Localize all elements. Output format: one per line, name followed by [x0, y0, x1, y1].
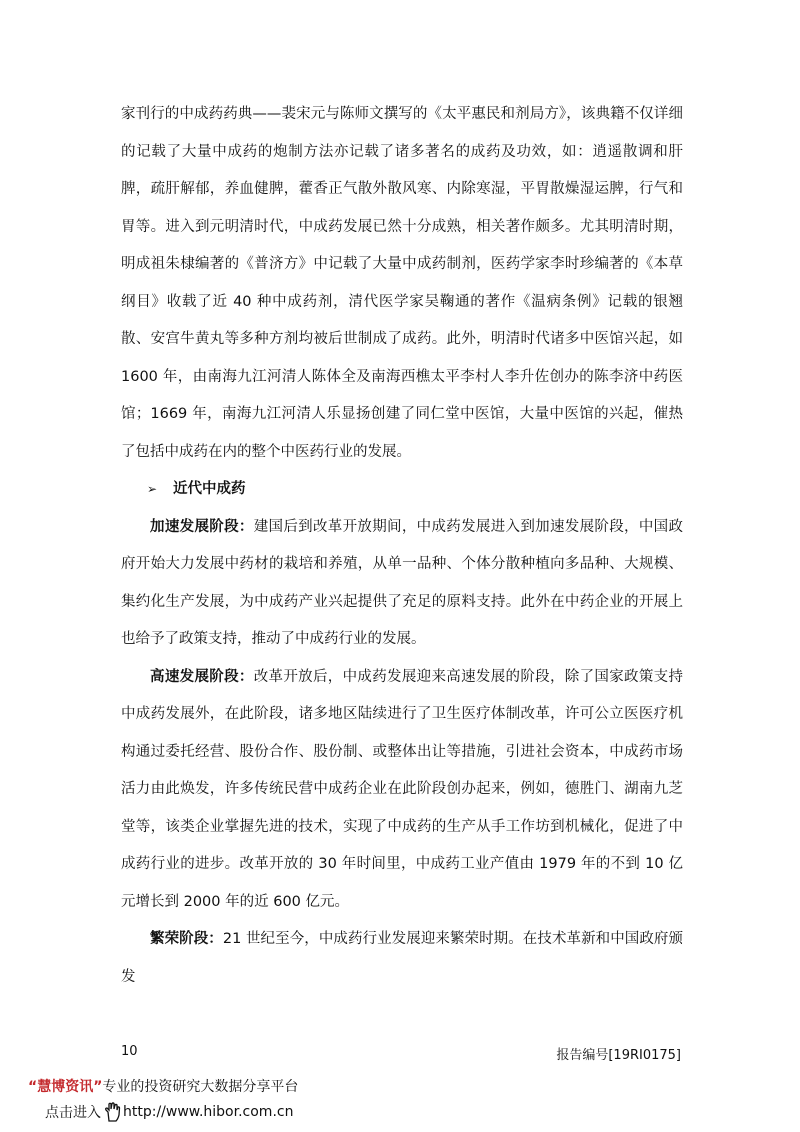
section-title: 近代中成药: [173, 481, 246, 497]
paragraph-rapid-stage: [121, 659, 683, 922]
hand-pointer-icon: [103, 1102, 121, 1122]
promo-banner: [28, 1076, 298, 1096]
stage-label-rapid: 高速发展阶段：: [150, 668, 254, 685]
stage-text-rapid: 改革开放后，中成药发展迎来高速发展的阶段，除了国家政策支持中成药发展外，在此阶段，诸多地区陆续进行了卫生医疗体制改革，许可公立医医疗机构通过委托经营、股份合作、股份制、或整体出让等措施，引进社会资本，中成药市场活力由此焕发，许多传统民营中成药企业在此阶段创办起来，例如，德胜门、湖南九芝堂等，该类企业掌握先进的技术，实现了中成药的生产从手工作坊到机械化，促进了中成药行业的进步。改革开放的 30 年时间里，中成药工业产值由 1979 年的不到 10 亿元增长到 2000 年的近 600 亿元。: [121, 668, 684, 910]
stage-label-prosperity: 繁荣阶段：: [150, 931, 223, 947]
promo-tagline: 专业的投资研究大数据分享平台: [102, 1079, 299, 1095]
stage-label-accelerated: 加速发展阶段：: [150, 518, 254, 535]
report-body: [121, 96, 683, 996]
stage-text-prosperity: 21 世纪至今，中成药行业发展迎来繁荣时期。在技术革新和中国政府颁发: [121, 931, 684, 985]
promo-link-line[interactable]: [45, 1102, 293, 1122]
stage-text-accelerated: 建国后到改革开放期间，中成药发展进入到加速发展阶段，中国政府开始大力发展中药材的栽培和养殖，从单一品种、个体分散种植向多品种、大规模、集约化生产发展，为中成药产业兴起提供了充足的原料支持。此外在中药企业的开展上也给予了政策支持，推动了中成药行业的发展。: [121, 518, 684, 647]
paragraph-accelerated-stage: [121, 509, 683, 659]
arrow-bullet-icon: ➢: [147, 482, 158, 496]
report-id: 报告编号[19RI0175]: [556, 1048, 681, 1063]
paragraph-prosperity-stage: [121, 921, 683, 996]
page-footer: [121, 1044, 681, 1063]
page-number: 10: [121, 1044, 138, 1059]
hibor-link[interactable]: http://www.hibor.com.cn: [123, 1104, 294, 1120]
section-heading: [121, 471, 683, 509]
paragraph-history: 家刊行的中成药药典——裴宋元与陈师文撰写的《太平惠民和剂局方》，该典籍不仅详细的记载了大量中成药的炮制方法亦记载了诸多著名的成药及功效，如：逍遥散调和肝脾，疏肝解郁，养血健脾，藿香正气散外散风寒、内除寒湿，平胃散燥湿运脾，行气和胃等。进入到元明清时代，中成药发展已然十分成熟，相关著作颇多。尤其明清时期，明成祖朱棣编著的《普济方》中记载了大量中成药制剂，医药学家李时珍编著的《本草纲目》收载了近 40 种中成药剂，清代医学家吴鞠通的著作《温病条例》记载的银翘散、安宫牛黄丸等多种方剂均被后世制成了成药。此外，明清时代诸多中医馆兴起，如 1600 年，由南海九江河清人陈体全及南海西樵太平李村人李升佐创办的陈李济中药医馆；1669 年，南海九江河清人乐显扬创建了同仁堂中医馆，大量中医馆的兴起，催热了包括中成药在内的整个中医药行业的发展。: [121, 106, 683, 460]
promo-brand: “慧博资讯”: [28, 1079, 103, 1095]
enter-label: 点击进入: [45, 1105, 101, 1121]
